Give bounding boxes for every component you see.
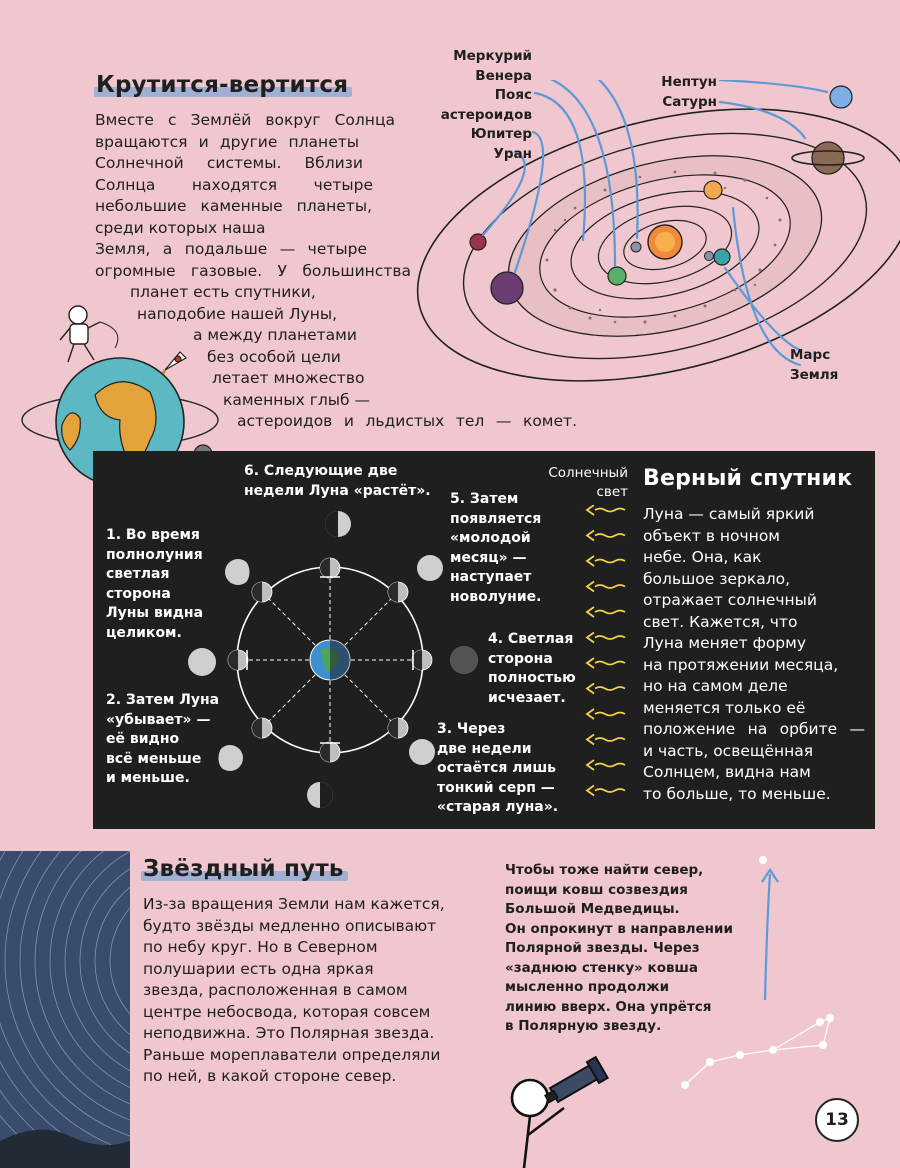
ph2-line: всё меньше xyxy=(106,750,202,767)
sunlbl-line: Солнечный xyxy=(548,465,628,481)
phase-3-caption xyxy=(437,720,558,818)
ph2-line: 2. Затем Луна xyxy=(106,692,220,708)
s3text-line: звезда, расположенная в самом xyxy=(143,981,408,999)
ph6-line: недели Луна «растёт». xyxy=(244,482,431,499)
section-title-stars: Звёздный путь xyxy=(143,856,344,882)
sunlight-label xyxy=(535,464,628,502)
s1text-line: Солнечной системы. Вблизи xyxy=(95,154,363,172)
s2text-line: но на самом деле xyxy=(643,677,788,695)
ph2-line: «убывает» — xyxy=(106,711,211,728)
pl-left-line: Меркурий xyxy=(453,48,532,64)
s1text-line: Солнца находятся четыре xyxy=(95,175,373,194)
ph3-line: тонкий серп — xyxy=(437,779,555,796)
s1text-line: небольшие каменные планеты, xyxy=(95,197,372,215)
tiptext-line: Полярной звезды. Через xyxy=(505,940,700,956)
section-title-moon: Верный спутник xyxy=(643,466,853,491)
tiptext-line: мысленно продолжи xyxy=(505,979,670,995)
s1text-line: среди которых наша xyxy=(95,218,266,237)
tiptext-line: поищи ковш созвездия xyxy=(505,881,688,898)
s2text-line: Солнцем, видна нам xyxy=(643,763,811,781)
s1text-line: планет есть спутники, xyxy=(130,283,316,301)
big-dipper-illustration xyxy=(670,850,870,1100)
ph5-line: наступает xyxy=(450,569,532,585)
s1text-line: вращаются и другие планеты xyxy=(95,132,359,151)
ph1-line: Луны видна xyxy=(106,605,204,621)
phase-1-caption xyxy=(106,526,203,643)
s1text-line: а между планетами xyxy=(193,326,357,344)
ph1-line: полнолуния xyxy=(106,546,203,563)
tiptext-line: Чтобы тоже найти север, xyxy=(505,862,704,878)
pl-left-line: астероидов xyxy=(440,106,532,123)
ph6-line: 6. Следующие две xyxy=(244,463,398,479)
ph4-line: полностью xyxy=(488,670,576,686)
tiptext-line: «заднюю стенку» ковша xyxy=(505,959,698,976)
s1text-line: летает множество xyxy=(212,369,365,387)
pl-rt-line: Нептун xyxy=(661,74,717,90)
s3text-line: Из-за вращения Земли нам кажется, xyxy=(143,895,445,913)
pl-rt-line: Сатурн xyxy=(662,93,717,110)
moon-phase-diagram xyxy=(180,500,480,830)
s1text-line: Земля, а подальше — четыре xyxy=(95,240,367,258)
s1text-line: наподобие нашей Луны, xyxy=(137,304,338,323)
phase-5-caption xyxy=(450,490,541,607)
s2text-line: и часть, освещённая xyxy=(643,741,814,760)
ph5-line: новолуние. xyxy=(450,588,542,605)
s2text-line: большое зеркало, xyxy=(643,569,791,588)
ph5-line: 5. Затем xyxy=(450,491,519,507)
phase-2-caption xyxy=(106,691,219,789)
planet-labels-right-top xyxy=(620,73,717,112)
moon-paragraph xyxy=(643,504,868,805)
planet-labels-right-bottom xyxy=(790,346,856,385)
pl-left-line: Уран xyxy=(493,145,532,162)
s3text-line: по небу круг. Но в Северном xyxy=(143,938,378,956)
tiptext-line: в Полярную звезду. xyxy=(505,1018,662,1034)
telescope-figure-illustration xyxy=(500,1040,610,1168)
s3text-line: неподвижна. Это Полярная звезда. xyxy=(143,1024,435,1042)
ph1-line: светлая xyxy=(106,566,170,582)
ph2-line: и меньше. xyxy=(106,770,190,786)
s1text-line: огромные газовые. У большинства xyxy=(95,261,411,280)
s2text-line: небе. Она, как xyxy=(643,548,762,566)
s2text-line: Луна меняет форму xyxy=(643,634,807,652)
ph3-line: остаётся лишь xyxy=(437,760,557,776)
star-trails-photo xyxy=(0,851,130,1168)
ph3-line: 3. Через xyxy=(437,721,506,737)
page-number: 13 xyxy=(815,1098,859,1142)
s2text-line: то больше, то меньше. xyxy=(643,784,831,803)
ph4-line: 4. Светлая xyxy=(488,631,574,647)
s2text-line: на протяжении месяца, xyxy=(643,655,839,674)
ph1-line: сторона xyxy=(106,585,171,602)
s1text-line: без особой цели xyxy=(207,347,341,366)
pl-rb-line: Земля xyxy=(790,366,839,383)
ph4-line: исчезает. xyxy=(488,689,566,706)
ph3-line: «старая луна». xyxy=(437,799,559,815)
pl-left-line: Пояс xyxy=(494,87,532,103)
ph1-line: 1. Во время xyxy=(106,527,200,543)
s2text-line: отражает солнечный xyxy=(643,591,817,609)
ph5-line: месяц» — xyxy=(450,549,527,566)
tiptext-line: линию вверх. Она упрётся xyxy=(505,998,712,1015)
ph5-line: «молодой xyxy=(450,530,531,546)
ph2-line: её видно xyxy=(106,731,180,747)
pl-left-line: Юпитер xyxy=(470,126,532,142)
ph5-line: появляется xyxy=(450,510,542,527)
sunlbl-line: свет xyxy=(596,484,628,500)
pl-rb-line: Марс xyxy=(790,347,831,363)
pl-left-line: Венера xyxy=(475,67,532,84)
planet-labels-left xyxy=(400,47,532,164)
s1text-line: Вместе с Землёй вокруг Солнца xyxy=(95,111,395,129)
phase-4-caption xyxy=(488,630,576,708)
s2text-line: Луна — самый яркий xyxy=(643,505,815,523)
tiptext-line: Большой Медведицы. xyxy=(505,901,680,917)
stars-paragraph xyxy=(143,894,483,1088)
tiptext-line: Он опрокинут в направлении xyxy=(505,920,733,937)
section-title-solar: Крутится-вертится xyxy=(96,72,349,98)
s2text-line: положение на орбите — xyxy=(643,720,865,738)
s1text-line: астероидов и льдистых тел — комет. xyxy=(237,412,577,430)
s3text-line: центре небосвода, которая совсем xyxy=(143,1002,431,1021)
ph3-line: две недели xyxy=(437,740,532,757)
s2text-line: объект в ночном xyxy=(643,526,780,545)
s3text-line: полушарии есть одна яркая xyxy=(143,959,374,978)
phase-6-caption xyxy=(244,462,431,501)
s3text-line: по ней, в какой стороне север. xyxy=(143,1067,397,1085)
ph1-line: целиком. xyxy=(106,624,182,641)
s3text-line: будто звёзды медленно описывают xyxy=(143,916,437,935)
sunlight-rays xyxy=(585,505,630,805)
s3text-line: Раньше мореплаватели определяли xyxy=(143,1045,441,1064)
s1text-line: каменных глыб — xyxy=(223,390,370,409)
s2text-line: меняется только её xyxy=(643,698,806,717)
s2text-line: свет. Кажется, что xyxy=(643,612,798,631)
ph4-line: сторона xyxy=(488,650,553,667)
